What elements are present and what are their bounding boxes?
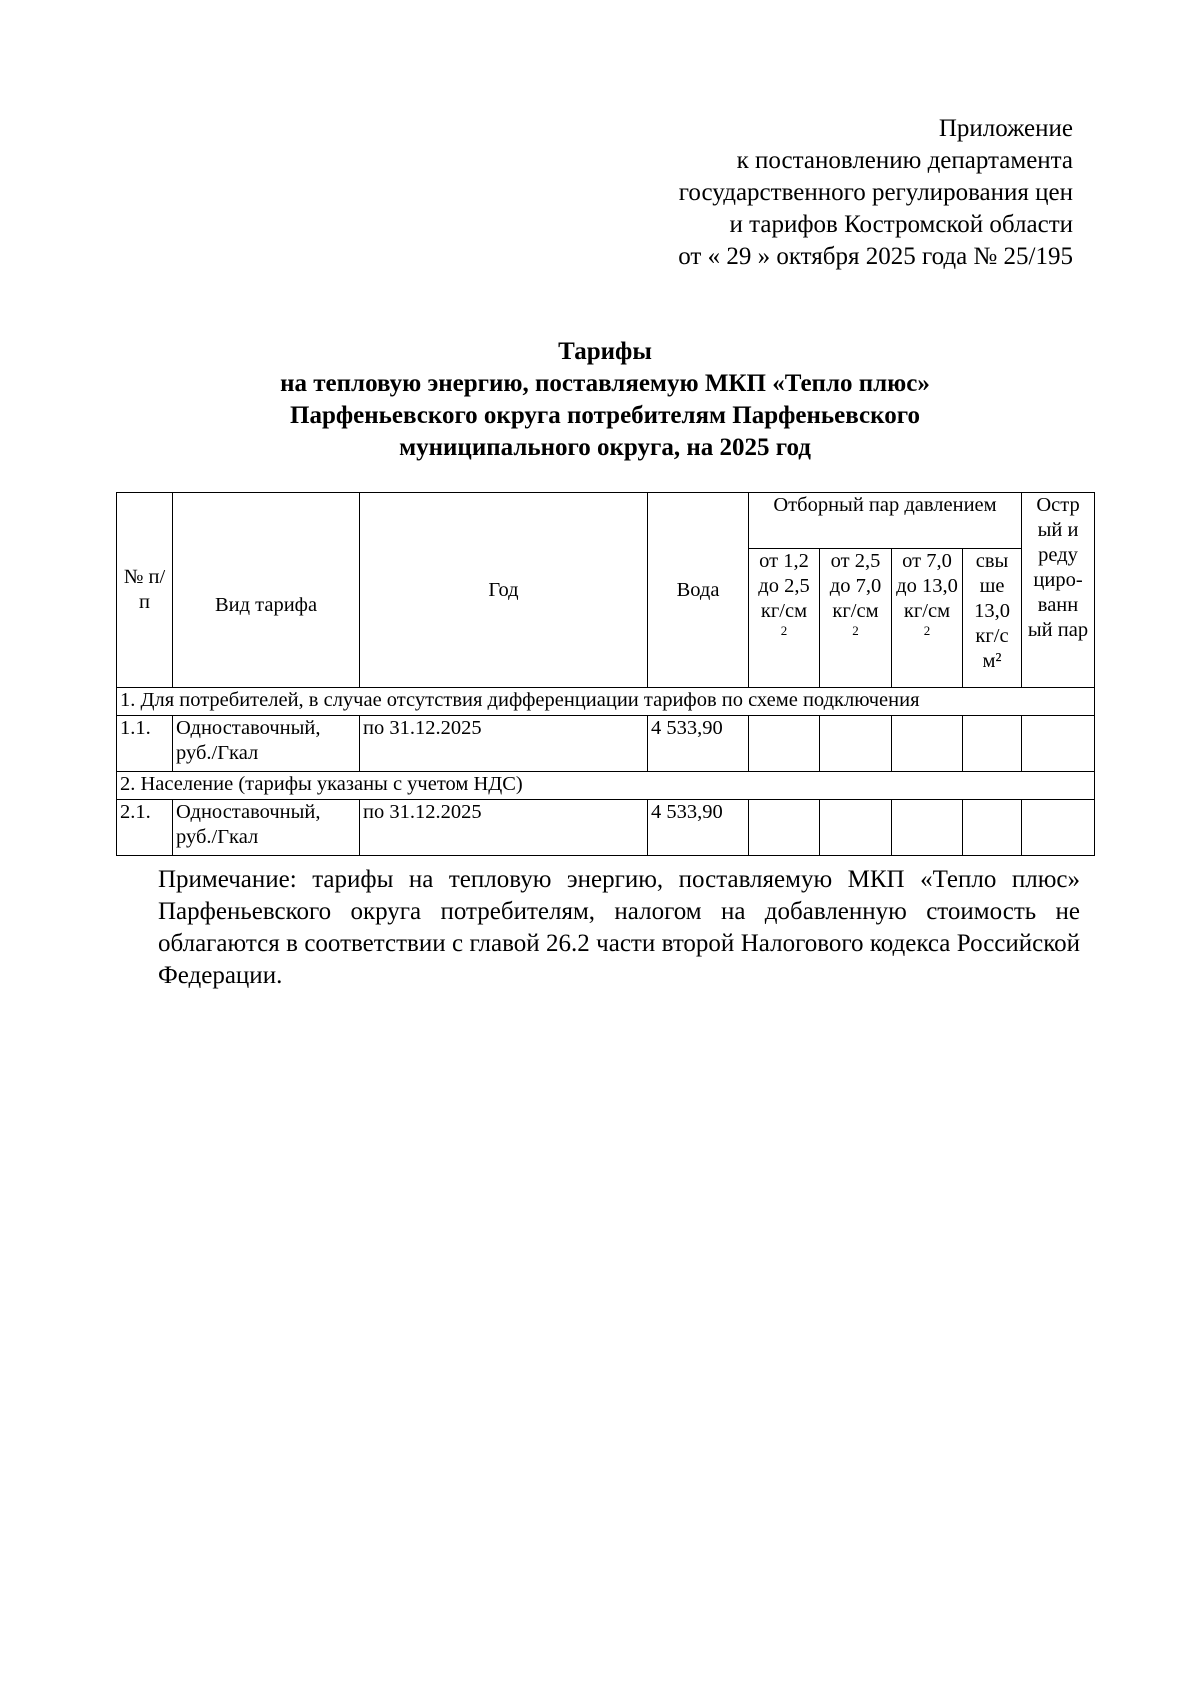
title-line: Парфеньевского округа потребителям Парфеньевского bbox=[290, 402, 920, 429]
header-steam-2-label: от 2,5 до 7,0 кг/см bbox=[829, 550, 882, 622]
header-steam-1-sup: 2 bbox=[780, 623, 788, 638]
header-steam-3 bbox=[892, 549, 963, 688]
header-tariff-type-label: Вид тарифа bbox=[214, 593, 318, 616]
title-line: муниципального округа, на 2025 год bbox=[399, 434, 811, 461]
cell-tariff-type: Одноставочный, руб./Гкал bbox=[173, 716, 360, 772]
cell-year: по 31.12.2025 bbox=[360, 716, 648, 772]
appendix-header bbox=[678, 113, 1073, 273]
cell-steam-2 bbox=[820, 716, 892, 772]
table-header-row bbox=[117, 493, 1095, 549]
table-row bbox=[117, 716, 1095, 772]
appendix-line: к постановлению департамента bbox=[736, 147, 1073, 174]
document-title bbox=[116, 336, 1094, 464]
cell-steam-1 bbox=[749, 800, 820, 856]
cell-steam-3 bbox=[892, 716, 963, 772]
cell-steam-4 bbox=[963, 800, 1022, 856]
cell-num: 1.1. bbox=[117, 716, 173, 772]
cell-tariff-type: Одноставочный, руб./Гкал bbox=[173, 800, 360, 856]
appendix-line: и тарифов Костромской области bbox=[729, 211, 1073, 238]
cell-num: 2.1. bbox=[117, 800, 173, 856]
header-steam-2 bbox=[820, 549, 892, 688]
header-num: № п/п bbox=[117, 493, 173, 688]
appendix-line: от « 29 » октября 2025 года № 25/195 bbox=[678, 243, 1073, 270]
header-steam-3-label: от 7,0 до 13,0 кг/см bbox=[896, 550, 958, 622]
header-sharp-steam: Остр ый и реду циро- ванн ый пар bbox=[1022, 493, 1095, 688]
section-row bbox=[117, 772, 1095, 800]
cell-water: 4 533,90 bbox=[648, 716, 749, 772]
cell-steam-2 bbox=[820, 800, 892, 856]
cell-steam-3 bbox=[892, 800, 963, 856]
header-steam-1-label: от 1,2 до 2,5 кг/см bbox=[758, 550, 810, 622]
title-line: Тарифы bbox=[558, 338, 652, 365]
cell-water: 4 533,90 bbox=[648, 800, 749, 856]
appendix-line: государственного регулирования цен bbox=[678, 179, 1073, 206]
cell-sharp-steam bbox=[1022, 716, 1095, 772]
header-water: Вода bbox=[648, 493, 749, 688]
section-title: 2. Население (тарифы указаны с учетом НДС) bbox=[117, 772, 1095, 800]
header-steam-2-sup: 2 bbox=[852, 623, 859, 638]
section-title: 1. Для потребителей, в случае отсутствия дифференциации тарифов по схеме подключения bbox=[117, 688, 1095, 716]
appendix-line: Приложение bbox=[938, 115, 1073, 142]
header-year: Год bbox=[360, 493, 648, 688]
cell-year: по 31.12.2025 bbox=[360, 800, 648, 856]
tariff-table bbox=[116, 492, 1095, 856]
header-steam-1 bbox=[749, 549, 820, 688]
title-line: на тепловую энергию, поставляемую МКП «Тепло плюс» bbox=[280, 370, 930, 397]
cell-steam-4 bbox=[963, 716, 1022, 772]
table-row bbox=[117, 800, 1095, 856]
cell-sharp-steam bbox=[1022, 800, 1095, 856]
header-steam-group: Отборный пар давлением bbox=[749, 493, 1022, 549]
header-steam-4: свы ше 13,0 кг/с м² bbox=[963, 549, 1022, 688]
note-paragraph: Примечание: тарифы на тепловую энергию, поставляемую МКП «Тепло плюс» Парфеньевского округа потребителям, налогом на добавленную стоимость не облагаются в соответствии с главой 26.2 части второй Налогового кодекса Российской Федерации. bbox=[158, 866, 1080, 989]
header-steam-3-sup: 2 bbox=[923, 623, 931, 638]
section-row bbox=[117, 688, 1095, 716]
cell-steam-1 bbox=[749, 716, 820, 772]
header-tariff-type bbox=[173, 493, 360, 688]
